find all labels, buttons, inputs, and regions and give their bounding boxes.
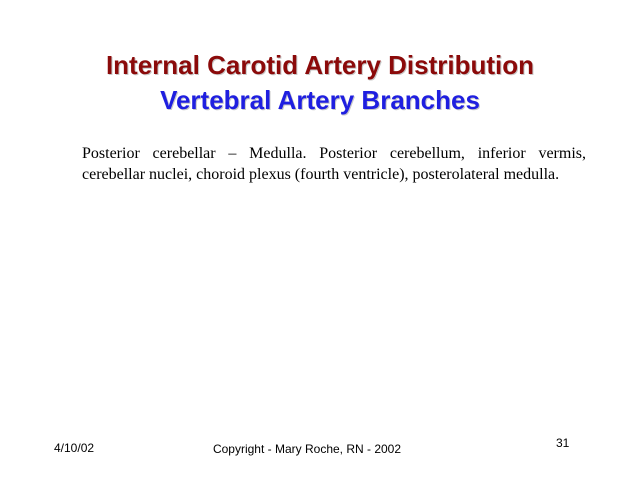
slide-body-text: Posterior cerebellar – Medulla. Posterior cerebellum, inferior vermis, cerebellar nuclei, choroid plexus (fourth ventricle), posterolateral medulla. <box>82 145 586 183</box>
footer-copyright: Copyright - Mary Roche, RN - 2002 <box>212 442 402 456</box>
slide-subtitle: Vertebral Artery Branches <box>160 85 480 115</box>
footer-date: 4/10/02 <box>54 441 95 455</box>
page-number: 31 <box>556 436 570 450</box>
slide-title: Internal Carotid Artery Distribution <box>105 50 535 80</box>
